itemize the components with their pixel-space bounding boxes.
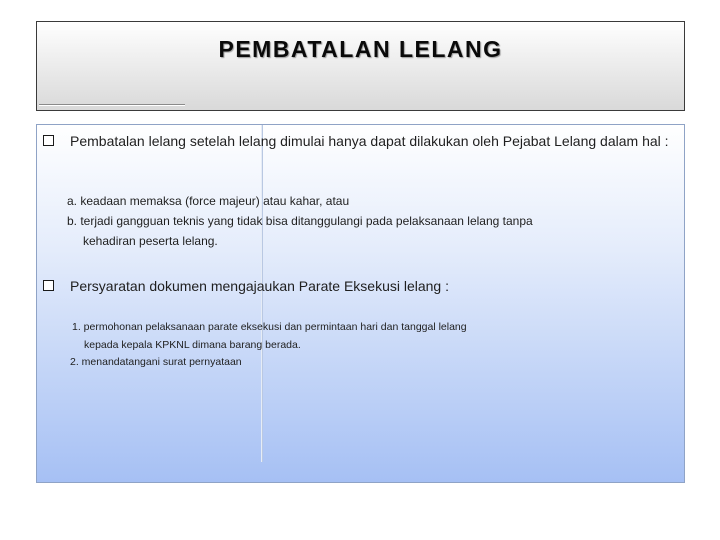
- list-item: kepada kepala KPKNL dimana barang berada.: [84, 339, 301, 351]
- list-item: kehadiran peserta lelang.: [83, 234, 218, 248]
- bullet-text: Persyaratan dokumen mengajaukan Parate Eksekusi lelang :: [70, 278, 449, 294]
- list-item: b. terjadi gangguan teknis yang tidak bisa ditanggulangi pada pelaksanaan lelang tanpa: [67, 214, 533, 228]
- bullet-item: [43, 132, 673, 150]
- list-item: 1. permohonan pelaksanaan parate eksekusi dan permintaan hari dan tanggal lelang: [72, 321, 467, 333]
- bullet-text: Pembatalan lelang setelah lelang dimulai hanya dapat dilakukan oleh Pejabat Lelang dalam hal :: [70, 133, 669, 149]
- list-item: a. keadaan memaksa (force majeur) atau kahar, atau: [67, 194, 350, 208]
- content-box: [36, 124, 685, 483]
- title-box: [36, 21, 685, 111]
- title-divider: [39, 104, 185, 106]
- list-item: 2. menandatangani surat pernyataan: [70, 356, 242, 368]
- slide-title: PEMBATALAN LELANG: [218, 36, 503, 62]
- checkbox-bullet-icon: [43, 280, 54, 291]
- bullet-item: [43, 277, 673, 295]
- checkbox-bullet-icon: [43, 135, 54, 146]
